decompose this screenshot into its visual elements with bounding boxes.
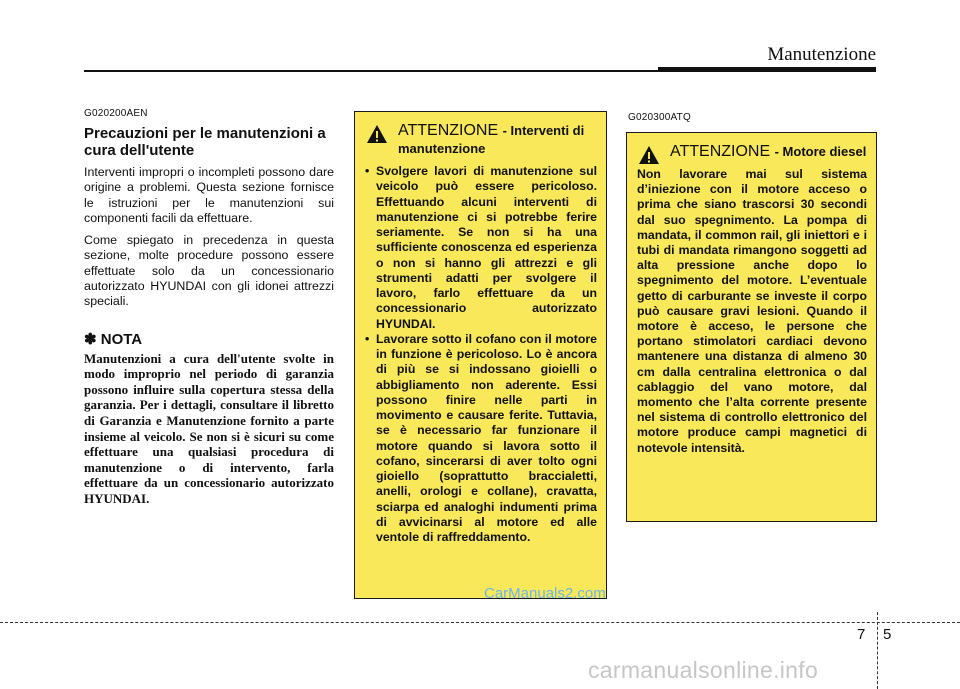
warning-title-main: ATTENZIONE: [398, 122, 499, 139]
warning-box-maintenance: [354, 111, 607, 599]
warning-triangle-icon: [366, 124, 388, 144]
warning-title-main: ATTENZIONE: [670, 143, 771, 160]
warning-title-sub: - Interventi di manutenzione: [398, 123, 585, 156]
warning-box-diesel: [626, 132, 877, 522]
warning-title-sub: - Motore diesel: [774, 144, 867, 159]
maintenance-precautions-section: [84, 108, 334, 507]
paragraph-2: Come spiegato in precedenza in questa sezione, molte procedure possono essere effettuate solo da un concessionario autorizzato HYUNDAI con gli idonei attrezzi speciali.: [84, 233, 334, 309]
warning-list: [365, 164, 597, 545]
header-rule-thick: [658, 67, 876, 72]
header-rule-thin: [84, 70, 658, 72]
warning-body-text: Non lavorare mai sul sistema d’iniezione con il motore acceso o prima che siano trascorsi 30 secondi dal suo spegnimento. La pompa di mandata, il common rail, gli iniettori e i tubi di mandata rimangono soggetti ad alta pressione anche dopo lo spegnimento del motore. L’eventuale getto di carburante se investe il corpo può causare gravi lesioni. Quando il motore è acceso, le persone che portano stimolatori cardiaci devono mantenere una distanza di almeno 30 cm dalla centralina elettronica o dal cablaggio del vano motore, dal momento che l’alta corrente presente nel sistema di controllo elettronico del motore produce campi magnetici di notevole intensità.: [637, 167, 867, 455]
nota-title: ✽ NOTA: [84, 330, 143, 348]
warning-title: [637, 143, 867, 161]
warning-item-text: Lavorare sotto il cofano con il motore in funzione è pericoloso. Lo è ancora di più se si indossano gioielli o abbigliamento non aderente. Essi possono finire nelle parti in movimento e causare ferite. Tuttavia, se è necessario far funzionare il motore quando si lavora sotto il cofano, sincerarsi di aver tolto ogni gioiello (soprattutto braccialetti, anelli, orologi e collane), cravatta, sciarpa ed analoghi indumenti prima di avvicinarsi al motore ed alle ventole di raffreddamento.: [376, 331, 597, 544]
page-number: 5: [883, 626, 892, 643]
warning-triangle-icon: [638, 145, 660, 165]
warning-title: [365, 122, 597, 158]
watermark-carmanuals2: CarManuals2.com: [484, 585, 606, 602]
page-header-title: Manutenzione: [767, 44, 876, 65]
watermark-carmanualsonline: carmanualsonline.info: [588, 657, 819, 683]
footer-rule: [0, 622, 960, 623]
warning-item-text: Svolgere lavori di manutenzione sul veicolo può essere pericoloso. Effettuando alcuni interventi di manutenzione ci si potrebbe ferire seriamente. Se non si ha una sufficiente conoscenza ed esperienza o non si hanno gli attrezzi e gli strumenti adatti per svolgere il lavoro, farlo effettuare da un concessionario autorizzato HYUNDAI.: [376, 164, 597, 331]
chapter-number: 7: [857, 626, 866, 643]
warning-item: [365, 332, 597, 546]
paragraph-1: Interventi impropri o incompleti possono dare origine a problemi. Questa sezione fornisce le istruzioni per le manutenzioni sui componenti facili da effettuare.: [84, 165, 334, 225]
warning-item: [365, 164, 597, 332]
nota-body: Manutenzioni a cura dell'utente svolte in modo improprio nel periodo di garanzia possono influire sulla copertura stessa della garanzia. Per i dettagli, consultare il libretto di Garanzia e Manutenzione fornito a parte insieme al veicolo. Se non si è sicuri su come effettuare una qualsiasi procedura di manutenzione o di intervento, farla effettuare da un concessionario autorizzato HYUNDAI.: [84, 350, 334, 507]
section-heading: Precauzioni per le manutenzioni a cura dell'utente: [84, 125, 326, 159]
section-code: G020200AEN: [84, 108, 148, 119]
bullet: •: [365, 164, 370, 178]
footer-divider: [877, 612, 878, 689]
section-code-diesel: G020300ATQ: [628, 112, 691, 123]
bullet: •: [365, 331, 370, 346]
